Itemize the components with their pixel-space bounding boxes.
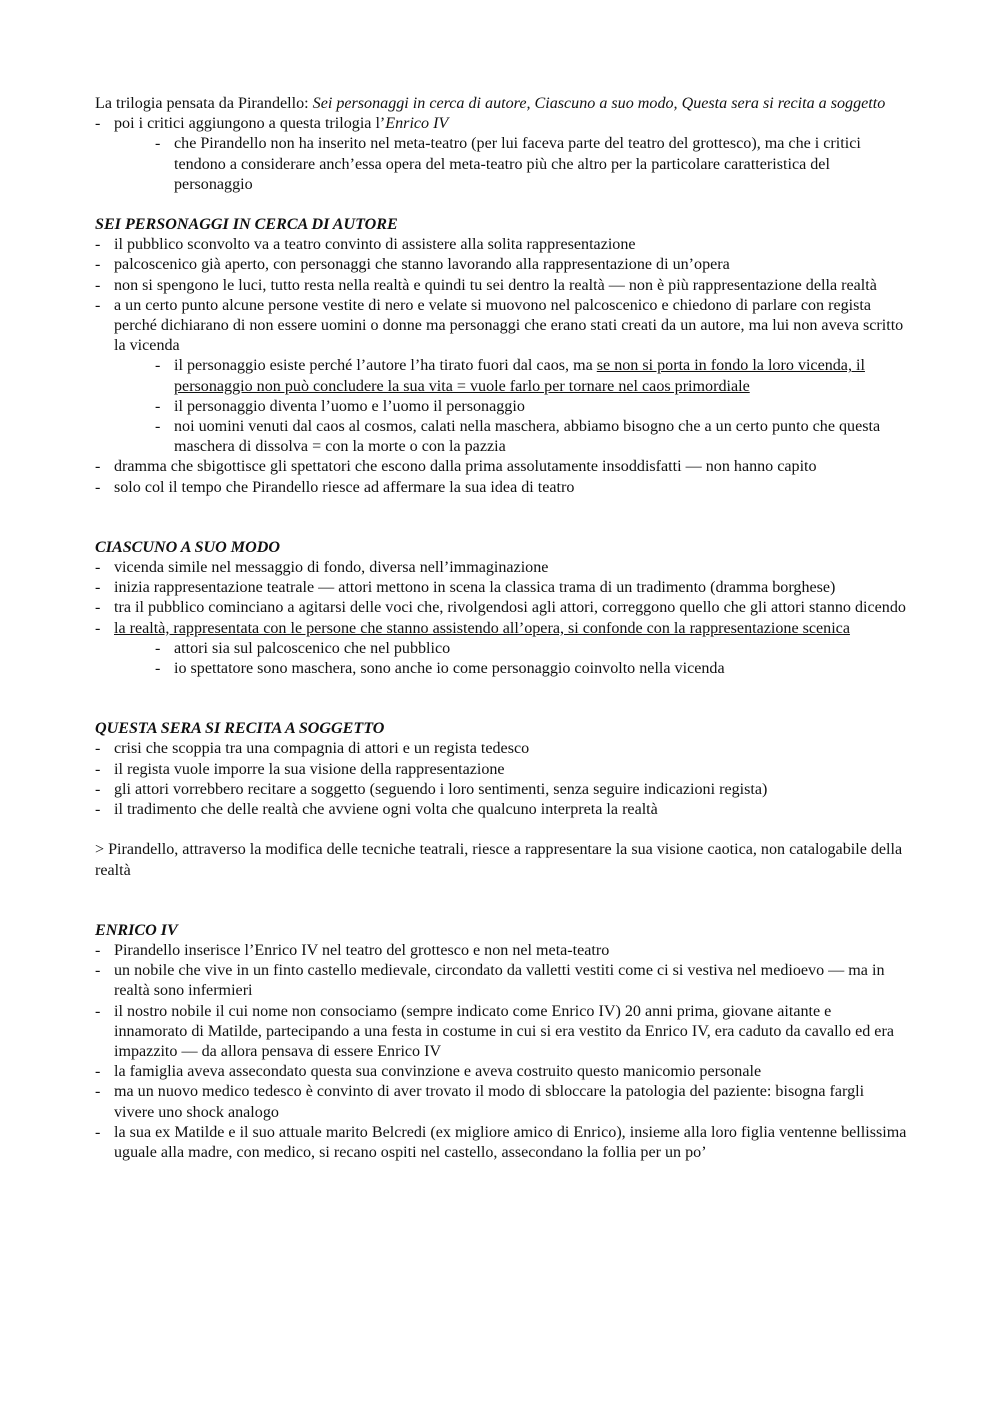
list-item: - il tradimento che delle realtà che avviene ogni volta che qualcuno interpreta la realtà [95,800,907,820]
intro-sublist [155,134,907,195]
list-item: - noi uomini venuti dal caos al cosmos, calati nella maschera, abbiamo bisogno che a un certo punto che questa maschera di dissolva = con la morte o con la pazzia [155,417,907,457]
list-item: - la sua ex Matilde e il suo attuale marito Belcredi (ex migliore amico di Enrico), insieme alla loro figlia ventenne bellissima uguale alla madre, con medico, si recano ospiti nel castello, assecondano la follia per un po’ [95,1123,907,1163]
list-item: - inizia rappresentazione teatrale — attori mettono in scena la classica trama di un tradimento (dramma borghese) [95,578,907,598]
sei-sub-text: il personaggio esiste perché l’autore l’ha tirato fuori dal caos, ma [174,357,597,375]
list-item: - ma un nuovo medico tedesco è convinto di aver trovato il modo di sbloccare la patologia del paziente: bisogna fargli vivere uno shock analogo [95,1082,907,1122]
intro-bullet-text: poi i critici aggiungono a questa trilogia l’ [114,115,386,133]
list-item: - la famiglia aveva assecondato questa sua convinzione e aveva costruito questo manicomio personale [95,1062,907,1082]
list-item: - dramma che sbigottisce gli spettatori che escono dalla prima assolutamente insoddisfatti — non hanno capito [95,457,907,477]
intro-paragraph [95,94,907,114]
list-item: - che Pirandello non ha inserito nel meta-teatro (per lui faceva parte del teatro del grottesco), ma che i critici tendono a considerare anch’essa opera del meta-teatro più che altro per la particolare caratteristica del personaggio [155,134,907,195]
section-title-enrico-iv: ENRICO IV [95,921,178,939]
list-item: - crisi che scoppia tra una compagnia di attori e un regista tedesco [95,739,907,759]
list-item: - Pirandello inserisce l’Enrico IV nel teatro del grottesco e non nel meta-teatro [95,941,907,961]
list-item [95,296,907,458]
trilogy-titles: Sei personaggi in cerca di autore, Ciascuno a suo modo, Questa sera si recita a soggetto [312,95,886,112]
underlined-text: la realtà, rappresentata con le persone che stanno assistendo all’opera, si confonde con la rappresentazione scenica [114,619,850,637]
intro-list [95,114,907,195]
list-item [155,356,907,396]
intro-lead: La trilogia pensata da Pirandello: [95,95,313,112]
list-item: - tra il pubblico cominciano a agitarsi delle voci che, rivolgendosi agli attori, correggono quello che gli attori stanno dicendo [95,598,907,618]
enrico-list [95,941,907,1163]
document-page [95,94,907,1163]
sei-list [95,235,907,498]
list-item: - attori sia sul palcoscenico che nel pubblico [155,639,907,659]
ciascuno-list [95,558,907,679]
conclusion-note: > Pirandello, attraverso la modifica delle tecniche teatrali, riesce a rappresentare la sua visione caotica, non catalogabile della realtà [95,841,903,879]
sei-sublist [155,356,907,457]
list-item: - io spettatore sono maschera, sono anche io come personaggio coinvolto nella vicenda [155,659,907,679]
underlined-text: se non si porta in fondo la loro vicenda, il personaggio non può concludere la sua vita = vuole farlo per tornare nel caos primordiale [174,357,865,395]
section-title-ciascuno: CIASCUNO A SUO MODO [95,538,280,556]
enrico-title-ref: Enrico IV [385,115,449,133]
list-item: - il nostro nobile il cui nome non consociamo (sempre indicato come Enrico IV) 20 anni prima, giovane aitante e innamorato di Matilde, partecipando a una festa in costume in cui si era vestito da Enrico IV, era caduto da cavallo ed era impazzito — da allora pensava di essere Enrico IV [95,1002,907,1063]
section-title-sei-personaggi: SEI PERSONAGGI IN CERCA DI AUTORE [95,216,398,234]
list-item [95,114,907,195]
list-item: - solo col il tempo che Pirandello riesce ad affermare la sua idea di teatro [95,478,907,498]
ciascuno-sublist [155,639,907,679]
list-item: - il personaggio diventa l’uomo e l’uomo il personaggio [155,397,907,417]
list-item: - un nobile che vive in un finto castello medievale, circondato da valletti vestiti come ci si vestiva nel medioevo — ma in realtà sono infermieri [95,961,907,1001]
list-item: - palcoscenico già aperto, con personaggi che stanno lavorando alla rappresentazione di un’opera [95,255,907,275]
list-item: - vicenda simile nel messaggio di fondo, diversa nell’immaginazione [95,558,907,578]
list-item [95,619,907,680]
list-item: - il regista vuole imporre la sua visione della rappresentazione [95,760,907,780]
questa-list [95,739,907,820]
list-item: - il pubblico sconvolto va a teatro convinto di assistere alla solita rappresentazione [95,235,907,255]
section-title-questa-sera: QUESTA SERA SI RECITA A SOGGETTO [95,720,385,738]
sei-bullet-text: a un certo punto alcune persone vestite di nero e velate si muovono nel palcoscenico e chiedono di parlare con regista perché dichiarano di non essere uomini o donne ma personaggi che erano stati creati da un autore, ma lui non aveva scritto la vicenda [114,296,904,355]
list-item: - non si spengono le luci, tutto resta nella realtà e quindi tu sei dentro la realtà — non è più rappresentazione della realtà [95,276,907,296]
list-item: - gli attori vorrebbero recitare a soggetto (seguendo i loro sentimenti, senza seguire indicazioni regista) [95,780,907,800]
